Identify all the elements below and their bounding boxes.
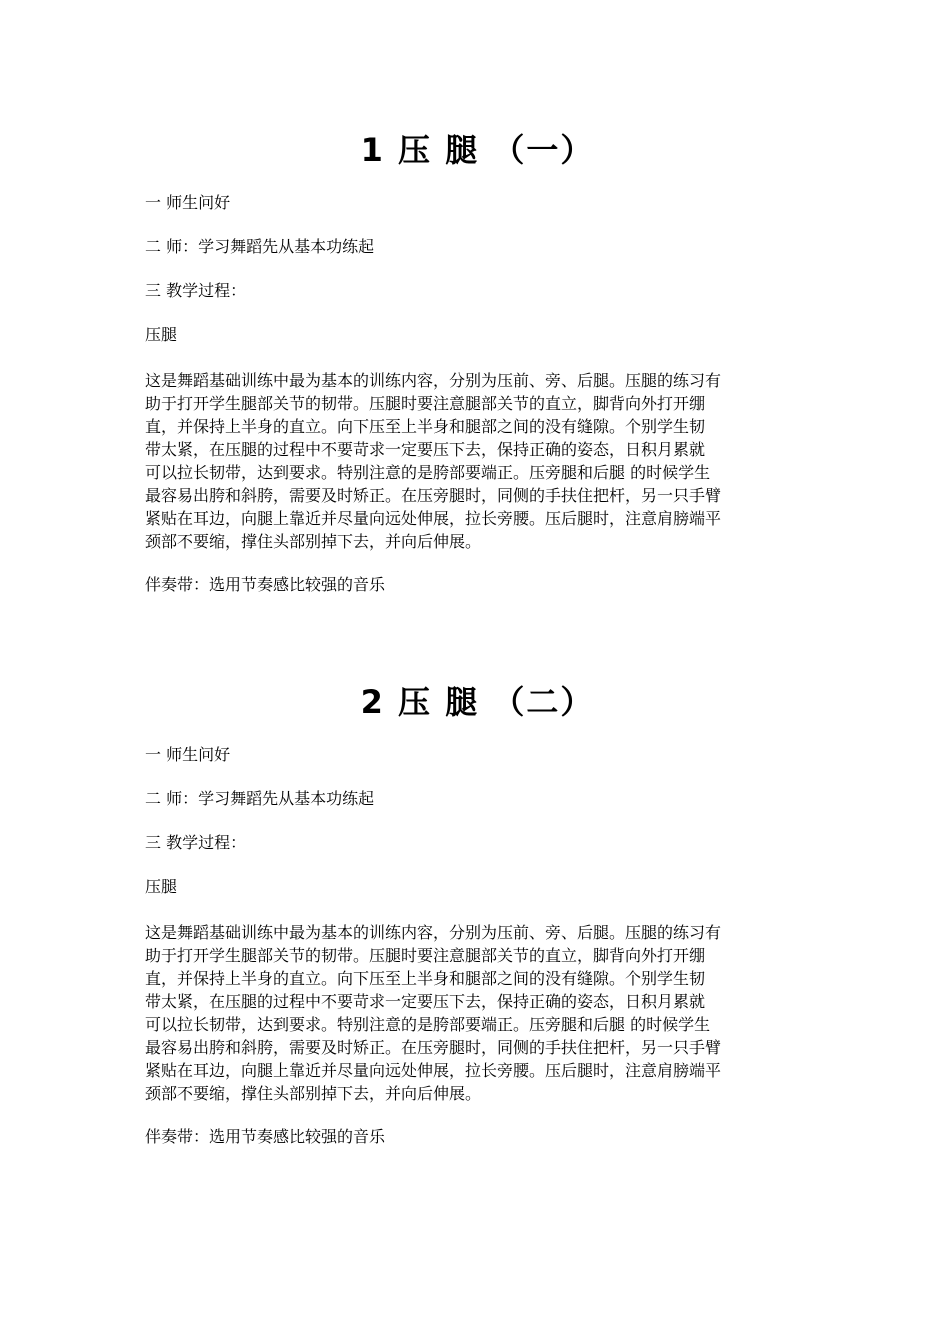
paragraph-line: 可以拉长韧带，达到要求。特别注意的是胯部要端正。压旁腿和后腿 的时候学生 (145, 1015, 711, 1034)
accompaniment-note: 伴奏带：选用节奏感比较强的音乐 (145, 1127, 386, 1146)
body-paragraph (145, 921, 810, 1105)
paragraph-line: 紧贴在耳边，向腿上靠近并尽量向远处伸展，拉长旁腰。压后腿时，注意肩膀端平 (145, 1061, 722, 1080)
paragraph-line: 紧贴在耳边，向腿上靠近并尽量向远处伸展，拉长旁腰。压后腿时，注意肩膀端平 (145, 509, 722, 528)
section-title: 1 压 腿 （一） (360, 131, 595, 169)
paragraph-line: 带太紧，在压腿的过程中不要苛求一定要压下去，保持正确的姿态，日积月累就 (145, 440, 706, 459)
step-teaching-process: 三 教学过程： (145, 281, 247, 300)
paragraph-line: 直，并保持上半身的直立。向下压至上半身和腿部之间的没有缝隙。个别学生韧 (145, 417, 706, 436)
section-title: 2 压 腿 （二） (360, 683, 595, 721)
paragraph-line: 这是舞蹈基础训练中最为基本的训练内容，分别为压前、旁、后腿。压腿的练习有 (145, 371, 722, 390)
paragraph-line: 助于打开学生腿部关节的韧带。压腿时要注意腿部关节的直立，脚背向外打开绷 (145, 946, 706, 965)
lesson-section-1 (145, 128, 810, 595)
step-greeting: 一 师生问好 (145, 745, 231, 764)
paragraph-line: 最容易出胯和斜胯，需要及时矫正。在压旁腿时，同侧的手扶住把杆，另一只手臂 (145, 486, 722, 505)
paragraph-line: 这是舞蹈基础训练中最为基本的训练内容，分别为压前、旁、后腿。压腿的练习有 (145, 923, 722, 942)
paragraph-line: 可以拉长韧带，达到要求。特别注意的是胯部要端正。压旁腿和后腿 的时候学生 (145, 463, 711, 482)
paragraph-line: 颈部不要缩，撑住头部别掉下去，并向后伸展。 (145, 532, 482, 551)
accompaniment-note: 伴奏带：选用节奏感比较强的音乐 (145, 575, 386, 594)
step-teaching-process: 三 教学过程： (145, 833, 247, 852)
step-teacher-intro: 二 师：学习舞蹈先从基本功练起 (145, 237, 375, 256)
step-teacher-intro: 二 师：学习舞蹈先从基本功练起 (145, 789, 375, 808)
paragraph-line: 直，并保持上半身的直立。向下压至上半身和腿部之间的没有缝隙。个别学生韧 (145, 969, 706, 988)
subheading: 压腿 (145, 877, 178, 896)
body-paragraph (145, 369, 810, 553)
step-greeting: 一 师生问好 (145, 193, 231, 212)
paragraph-line: 最容易出胯和斜胯，需要及时矫正。在压旁腿时，同侧的手扶住把杆，另一只手臂 (145, 1038, 722, 1057)
paragraph-line: 助于打开学生腿部关节的韧带。压腿时要注意腿部关节的直立，脚背向外打开绷 (145, 394, 706, 413)
paragraph-line: 颈部不要缩，撑住头部别掉下去，并向后伸展。 (145, 1084, 482, 1103)
paragraph-line: 带太紧，在压腿的过程中不要苛求一定要压下去，保持正确的姿态，日积月累就 (145, 992, 706, 1011)
subheading: 压腿 (145, 325, 178, 344)
lesson-section-2 (145, 680, 810, 1147)
